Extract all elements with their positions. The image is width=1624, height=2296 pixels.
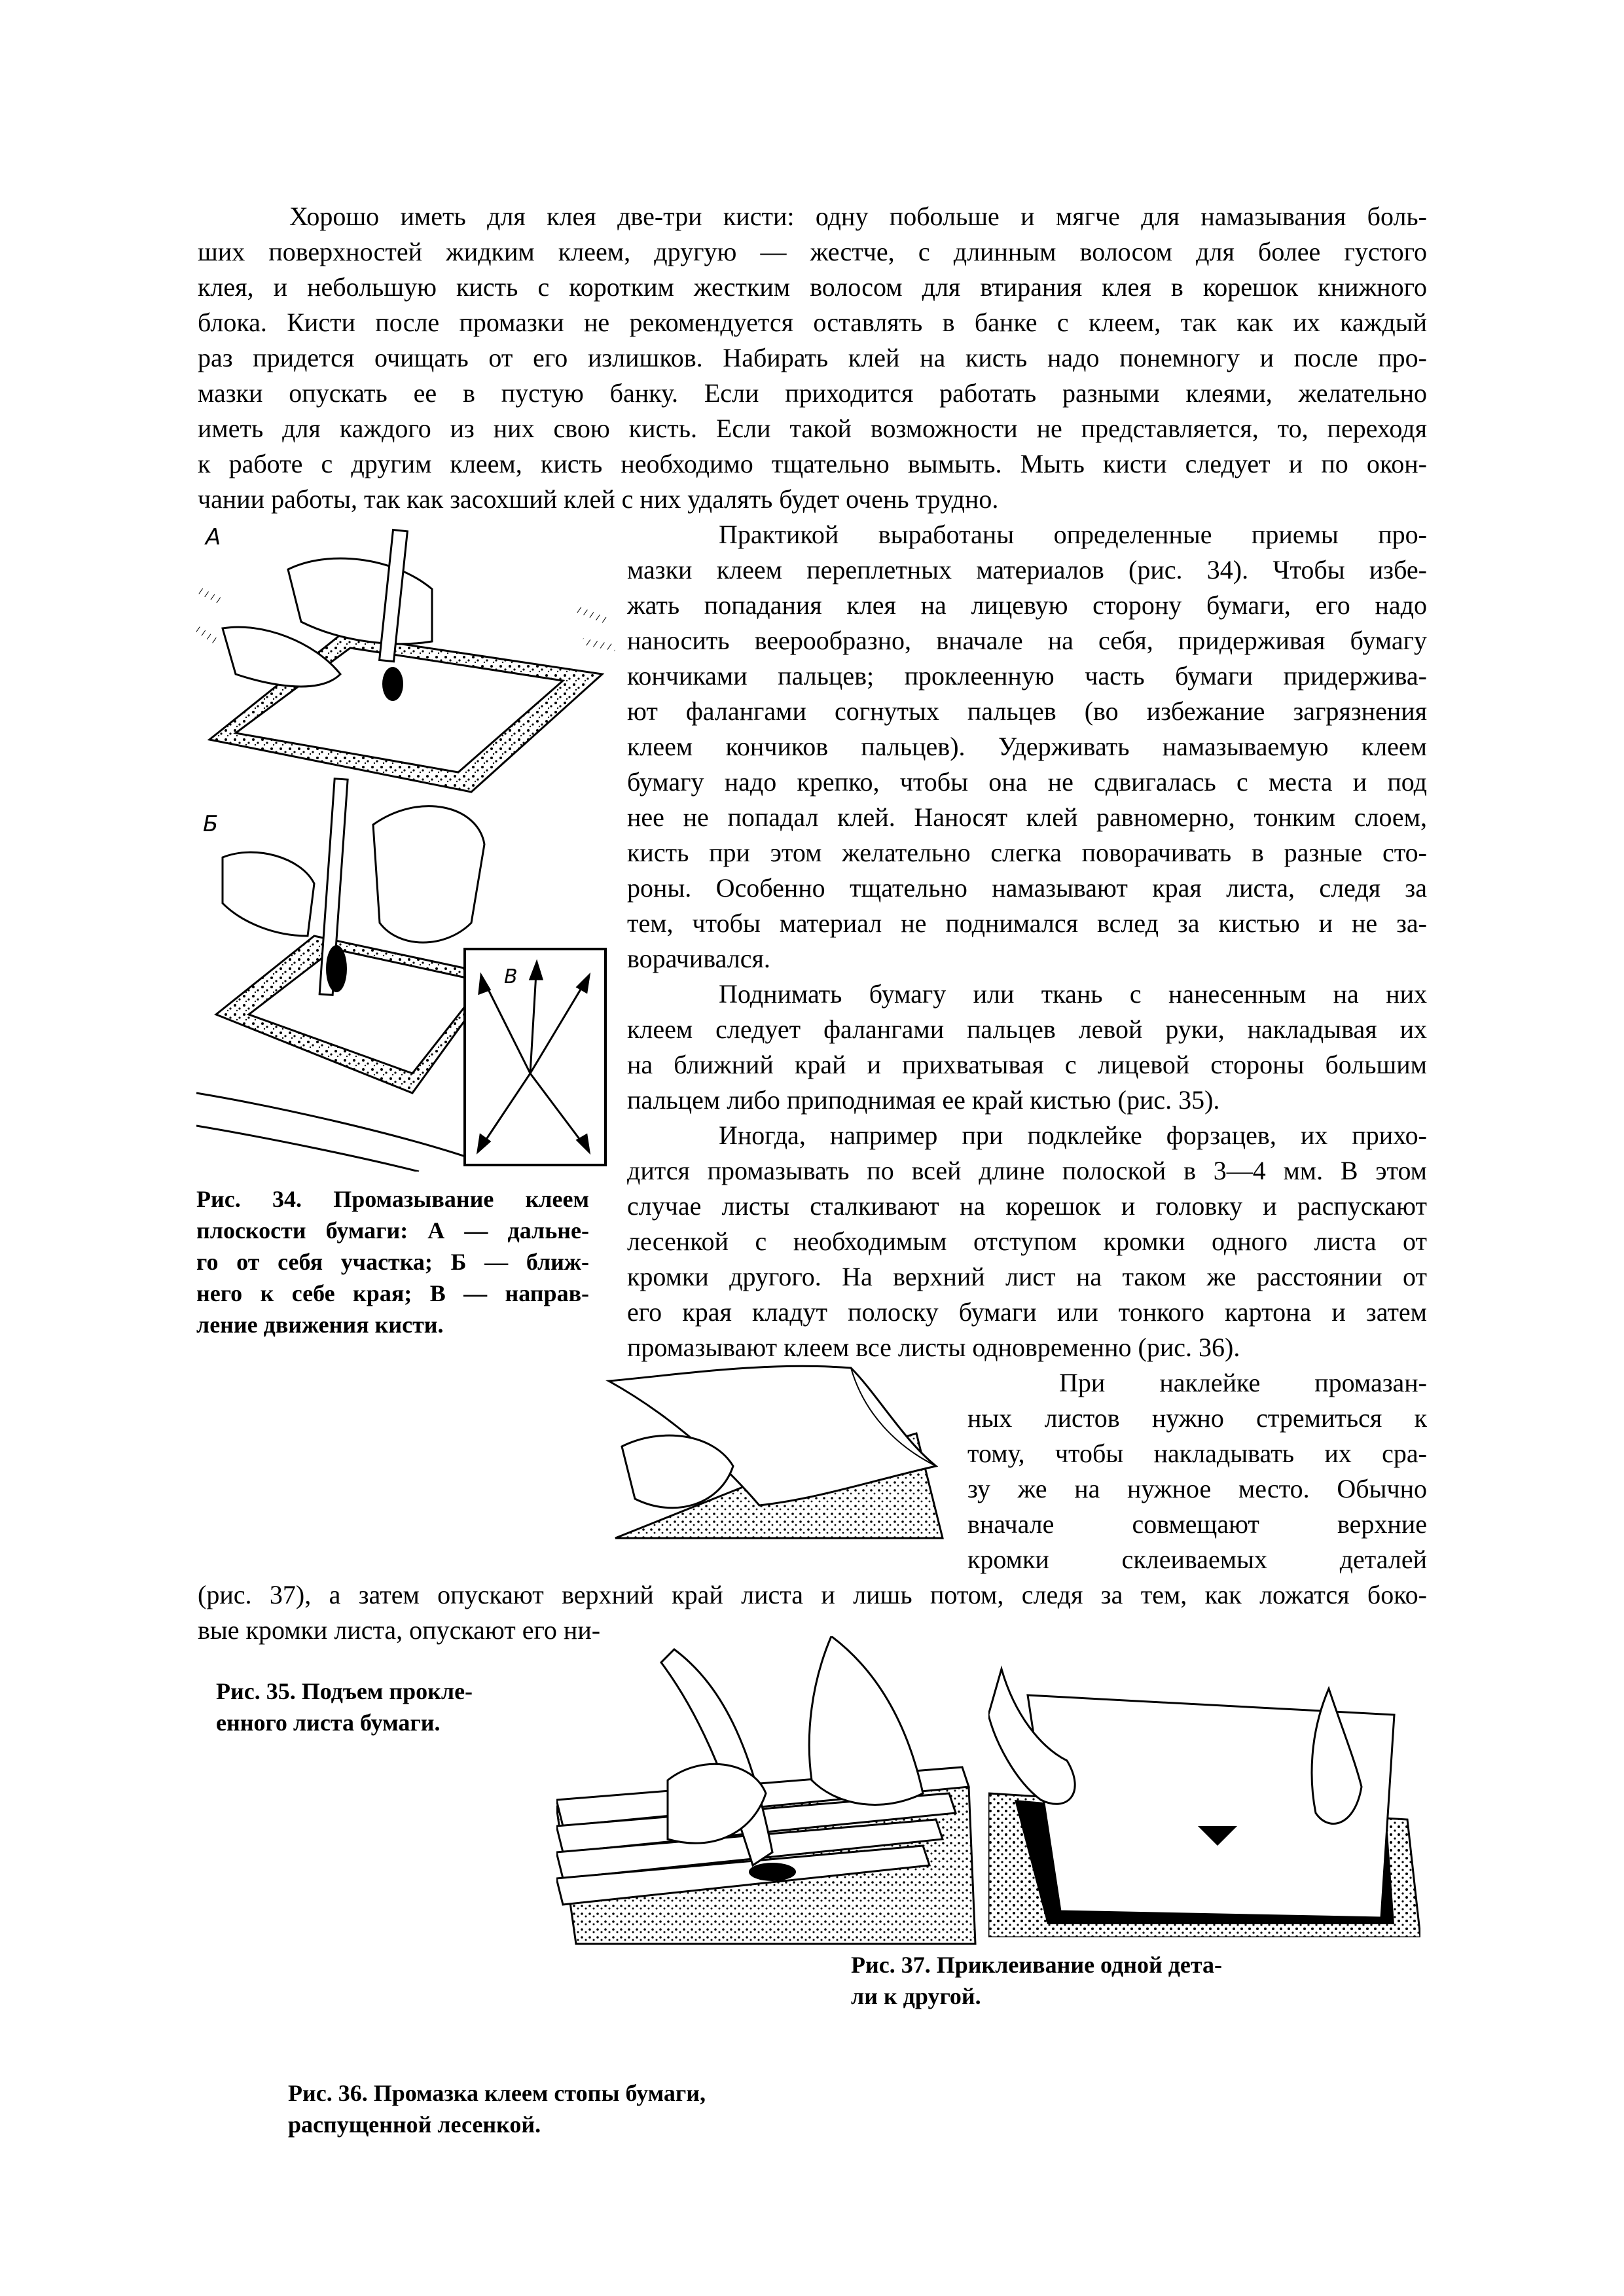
figure-34-caption-line-4: ление движения кисти. [196, 1312, 444, 1338]
paragraph-2-line-12: ворачивался. [627, 944, 770, 973]
figure-36-caption-line-0: Рис. 36. Промазка клеем стопы бумаги, [288, 2080, 706, 2106]
paragraph-2-line-11: тем, чтобы материал не поднимался вслед за кистью и не за- [627, 908, 1427, 938]
paragraph-1-line-8: чании работы, так как засохший клей с них удалять будет очень трудно. [198, 484, 999, 514]
paragraph-5-line-7: вые кромки листа, опускают его ни- [198, 1615, 601, 1645]
paragraph-3-line-2: на ближний край и прихватывая с лицевой стороны большим [627, 1050, 1427, 1079]
paragraph-2-line-0: Практикой выработаны определенные приемы про- [719, 520, 1427, 549]
paragraph-2-line-3: наносить веерообразно, вначале на себя, придерживая бумагу [627, 626, 1427, 655]
figure-34 [196, 517, 615, 1172]
figure-34-caption-line-2: го от себя участка; Б — ближ- [196, 1249, 589, 1275]
figure-35-illustration [602, 1355, 969, 1545]
paragraph-2-line-8: нее не попадал клей. Наносят клей равномерно, тонким слоем, [627, 802, 1427, 832]
paragraph-2-line-6: клеем кончиков пальцев). Удерживать намазываемую клеем [627, 732, 1427, 761]
paragraph-1-line-3: блока. Кисти после промазки не рекомендуется оставлять в банке с клеем, так как их каждый [198, 308, 1427, 337]
paragraph-3-line-0: Поднимать бумагу или ткань с нанесенным на них [719, 979, 1427, 1009]
figure-35 [602, 1355, 969, 1545]
figure-36-illustration [556, 1636, 982, 1950]
paragraph-1-line-6: иметь для каждого из них свою кисть. Если такой возможности не представляется, то, переходя [198, 414, 1427, 443]
paragraph-1-line-0: Хорошо иметь для клея две-три кисти: одну побольше и мягче для намазывания боль- [289, 202, 1427, 231]
paragraph-4-line-2: случае листы сталкивают на корешок и головку и распускают [627, 1191, 1427, 1221]
paragraph-2-line-9: кисть при этом желательно слегка поворачивать в разные сто- [627, 838, 1427, 867]
figure-34-caption-line-3: него к себе края; В — направ- [196, 1280, 589, 1306]
paragraph-4-line-6: промазывают клеем все листы одновременно (рис. 36). [627, 1333, 1240, 1362]
figure-37-caption-line-1: ли к другой. [851, 1983, 981, 2009]
paragraph-5-line-3: зу же на нужное место. Обычно [967, 1474, 1427, 1503]
paragraph-4-line-5: его края кладут полоску бумаги или тонкого картона и затем [627, 1297, 1427, 1327]
figure-37-illustration [988, 1636, 1420, 1937]
figure-34-caption-line-1: плоскости бумаги: А — дальне- [196, 1217, 589, 1244]
paragraph-2-line-4: кончиками пальцев; проклеенную часть бумаги придержива- [627, 661, 1427, 691]
paragraph-4-line-0: Иногда, например при подклейке форзацев, их прихо- [719, 1121, 1427, 1150]
figure-34-caption-line-0: Рис. 34. Промазывание клеем [196, 1186, 589, 1212]
paragraph-2-line-10: роны. Особенно тщательно намазывают края листа, следя за [627, 873, 1427, 903]
figure-37 [988, 1636, 1420, 1937]
paragraph-1-line-7: к работе с другим клеем, кисть необходимо тщательно вымыть. Мыть кисти следует и по окон- [198, 449, 1427, 478]
paragraph-3-line-1: клеем следует фалангами пальцев левой руки, накладывая их [627, 1014, 1427, 1044]
figure-36 [556, 1636, 982, 1950]
paragraph-5-line-6: (рис. 37), а затем опускают верхний край листа и лишь потом, следя за тем, как ложатся боко- [198, 1580, 1427, 1609]
paragraph-5-line-4: вначале совмещают верхние [967, 1509, 1427, 1539]
figure-34-label-a: А [206, 524, 221, 550]
paragraph-2-line-7: бумагу надо крепко, чтобы она не сдвигалась с места и под [627, 767, 1427, 797]
paragraph-1-line-2: клея, и небольшую кисть с коротким жестким волосом для втирания клея в корешок книжного [198, 272, 1427, 302]
paragraph-4-line-3: лесенкой с необходимым отступом кромки одного листа от [627, 1227, 1427, 1256]
paragraph-1-line-4: раз придется очищать от его излишков. Набирать клей на кисть надо понемногу и после про- [198, 343, 1427, 372]
paragraph-2-line-1: мазки клеем переплетных материалов (рис. 34). Чтобы избе- [627, 555, 1427, 584]
figure-34-illustration [196, 517, 615, 1172]
paragraph-2-line-5: ют фалангами согнутых пальцев (во избежание загрязнения [627, 696, 1427, 726]
paragraph-4-line-4: кромки другого. На верхний лист на таком же расстоянии от [627, 1262, 1427, 1291]
figure-34-label-b: Б [203, 811, 219, 837]
paragraph-5-line-0: При наклейке промазан- [1059, 1368, 1427, 1397]
figure-35-caption-line-0: Рис. 35. Подъем прокле- [216, 1678, 473, 1704]
paragraph-4-line-1: дится промазывать по всей длине полоской в 3—4 мм. В этом [627, 1156, 1427, 1185]
figure-36-caption-line-1: распущенной лесенкой. [288, 2111, 541, 2138]
paragraph-5-line-1: ных листов нужно стремиться к [967, 1403, 1427, 1433]
paragraph-1-line-1: ших поверхностей жидким клеем, другую — жестче, с длинным волосом для более густого [198, 237, 1427, 266]
figure-35-caption-line-1: енного листа бумаги. [216, 1710, 441, 1736]
paragraph-3-line-3: пальцем либо приподнимая ее край кистью (рис. 35). [627, 1085, 1220, 1115]
paragraph-5-line-2: тому, чтобы накладывать их сра- [967, 1439, 1427, 1468]
figure-34-label-v: В [504, 965, 518, 988]
paragraph-5-line-5: кромки склеиваемых деталей [967, 1545, 1427, 1574]
figure-37-caption-line-0: Рис. 37. Приклеивание одной дета- [851, 1952, 1222, 1978]
paragraph-1-line-5: мазки опускать ее в пустую банку. Если приходится работать разными клеями, желательно [198, 378, 1427, 408]
paragraph-2-line-2: жать попадания клея на лицевую сторону бумаги, его надо [627, 590, 1427, 620]
